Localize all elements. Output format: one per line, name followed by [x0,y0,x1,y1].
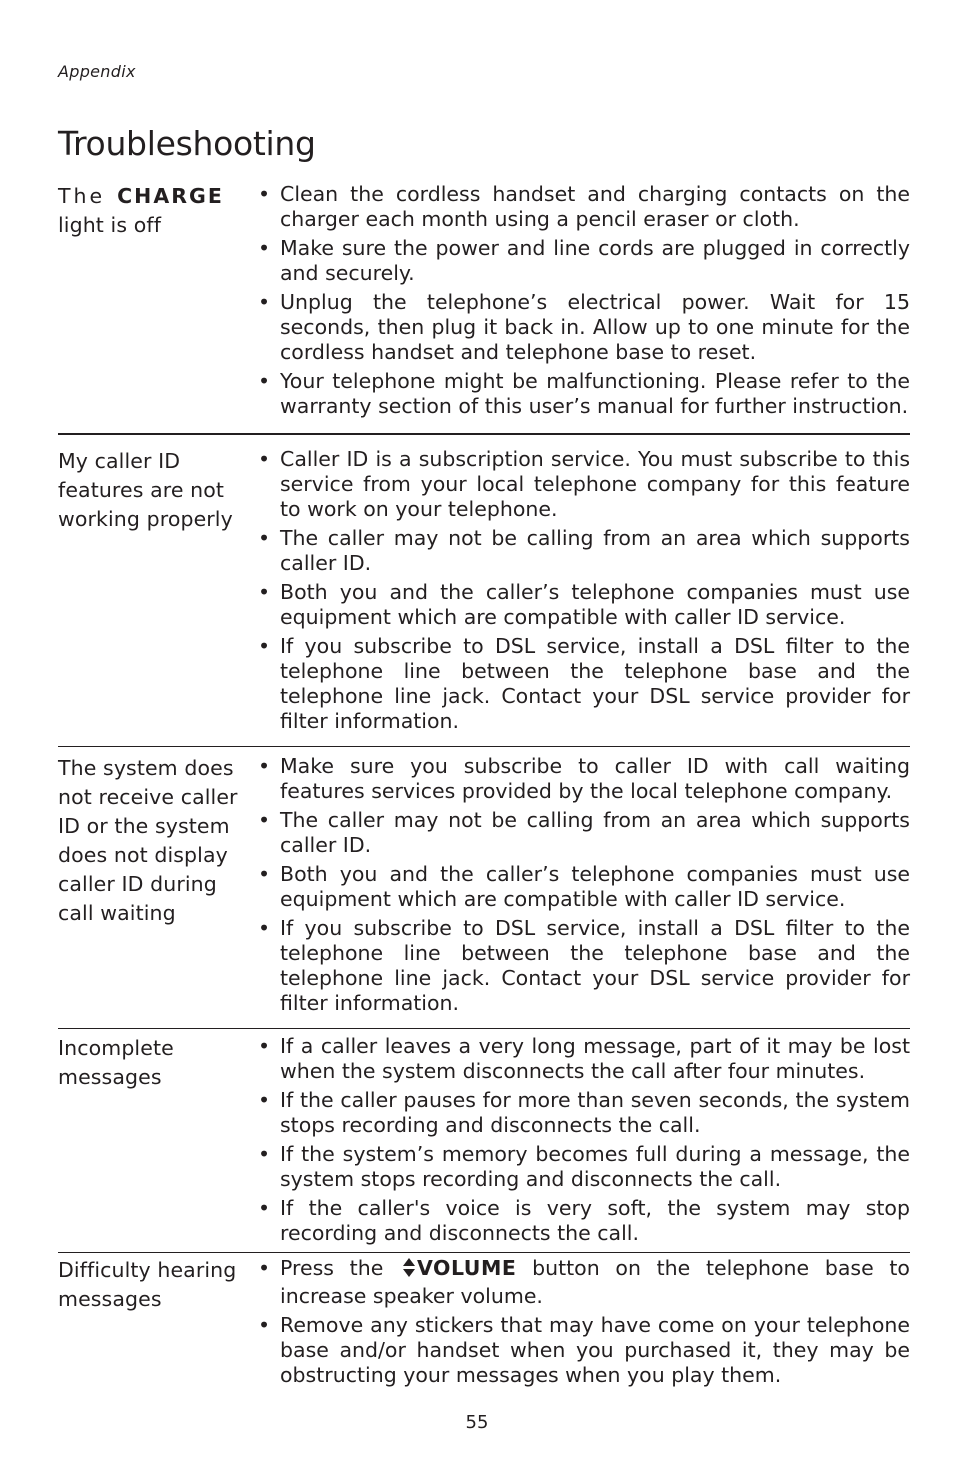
solution-list [258,182,910,423]
troubleshooting-row [58,182,910,433]
troubleshooting-row [58,746,910,1028]
solution-item: • Make sure you subscribe to caller ID with call waiting features services provided by the local telephone company. [258,754,910,804]
solution-item: • Your telephone might be malfunctioning. Please refer to the warranty section of this user’s manual for further instruction. [258,369,910,419]
solution-item: • Make sure the power and line cords are plugged in correctly and securely. [258,236,910,286]
solution-item: • The caller may not be calling from an area which supports caller ID. [258,526,910,576]
volume-keyword: VOLUME [417,1256,517,1280]
troubleshooting-row [58,1252,910,1392]
page-title: Troubleshooting [58,124,316,163]
solution-list [258,1034,910,1250]
troubleshooting-row [58,433,910,746]
troubleshooting-table [58,182,910,1392]
solution-item: • If the caller's voice is very soft, the system may stop recording and disconnects the call. [258,1196,910,1246]
problem-prefix: The [58,184,106,208]
volume-up-down-icon [403,1258,415,1284]
solution-item [258,1256,910,1309]
solution-list [258,447,910,738]
solution-item: • Remove any stickers that may have come on your telephone base and/or handset when you purchased it, they may be obstructing your messages when you play them. [258,1313,910,1388]
problem-cell: Incomplete messages [58,1036,174,1089]
solution-item: • Unplug the telephone’s electrical power. Wait for 15 seconds, then plug it back in. Allow up to one minute for the cordless handset and telephone base to reset. [258,290,910,365]
page-number: 55 [465,1412,489,1433]
problem-cell [58,182,248,240]
problem-cell: My caller ID features are not working properly [58,449,233,531]
solution-list [258,1256,910,1392]
problem-suffix: light is off [58,213,162,237]
solution-text-before: Press the [280,1256,384,1280]
solution-item: • If a caller leaves a very long message, part of it may be lost when the system disconnects the call after four minutes. [258,1034,910,1084]
solution-item: • Both you and the caller’s telephone companies must use equipment which are compatible with caller ID service. [258,580,910,630]
solution-item: • Both you and the caller’s telephone companies must use equipment which are compatible with caller ID service. [258,862,910,912]
solution-item: • If the caller pauses for more than seven seconds, the system stops recording and disconnects the call. [258,1088,910,1138]
solution-text-after: button on the telephone base to increase speaker volume. [280,1256,910,1308]
solution-item: • If you subscribe to DSL service, install a DSL filter to the telephone line between the telephone base and the telephone line jack. Contact your DSL service provider for filter information. [258,634,910,734]
troubleshooting-row [58,1028,910,1252]
solution-item: • If the system’s memory becomes full during a message, the system stops recording and disconnects the call. [258,1142,910,1192]
charge-keyword: CHARGE [117,184,224,208]
solution-item: • If you subscribe to DSL service, install a DSL filter to the telephone line between the telephone base and the telephone line jack. Contact your DSL service provider for filter information. [258,916,910,1016]
solution-item: • The caller may not be calling from an area which supports caller ID. [258,808,910,858]
solution-item: • Caller ID is a subscription service. You must subscribe to this service from your local telephone company for this feature to work on your telephone. [258,447,910,522]
section-label: Appendix [58,62,136,81]
problem-cell: Difficulty hearing messages [58,1258,237,1311]
problem-cell: The system does not receive caller ID or the system does not display caller ID during call waiting [58,756,238,925]
solution-item: • Clean the cordless handset and charging contacts on the charger each month using a pencil eraser or cloth. [258,182,910,232]
solution-list [258,754,910,1020]
